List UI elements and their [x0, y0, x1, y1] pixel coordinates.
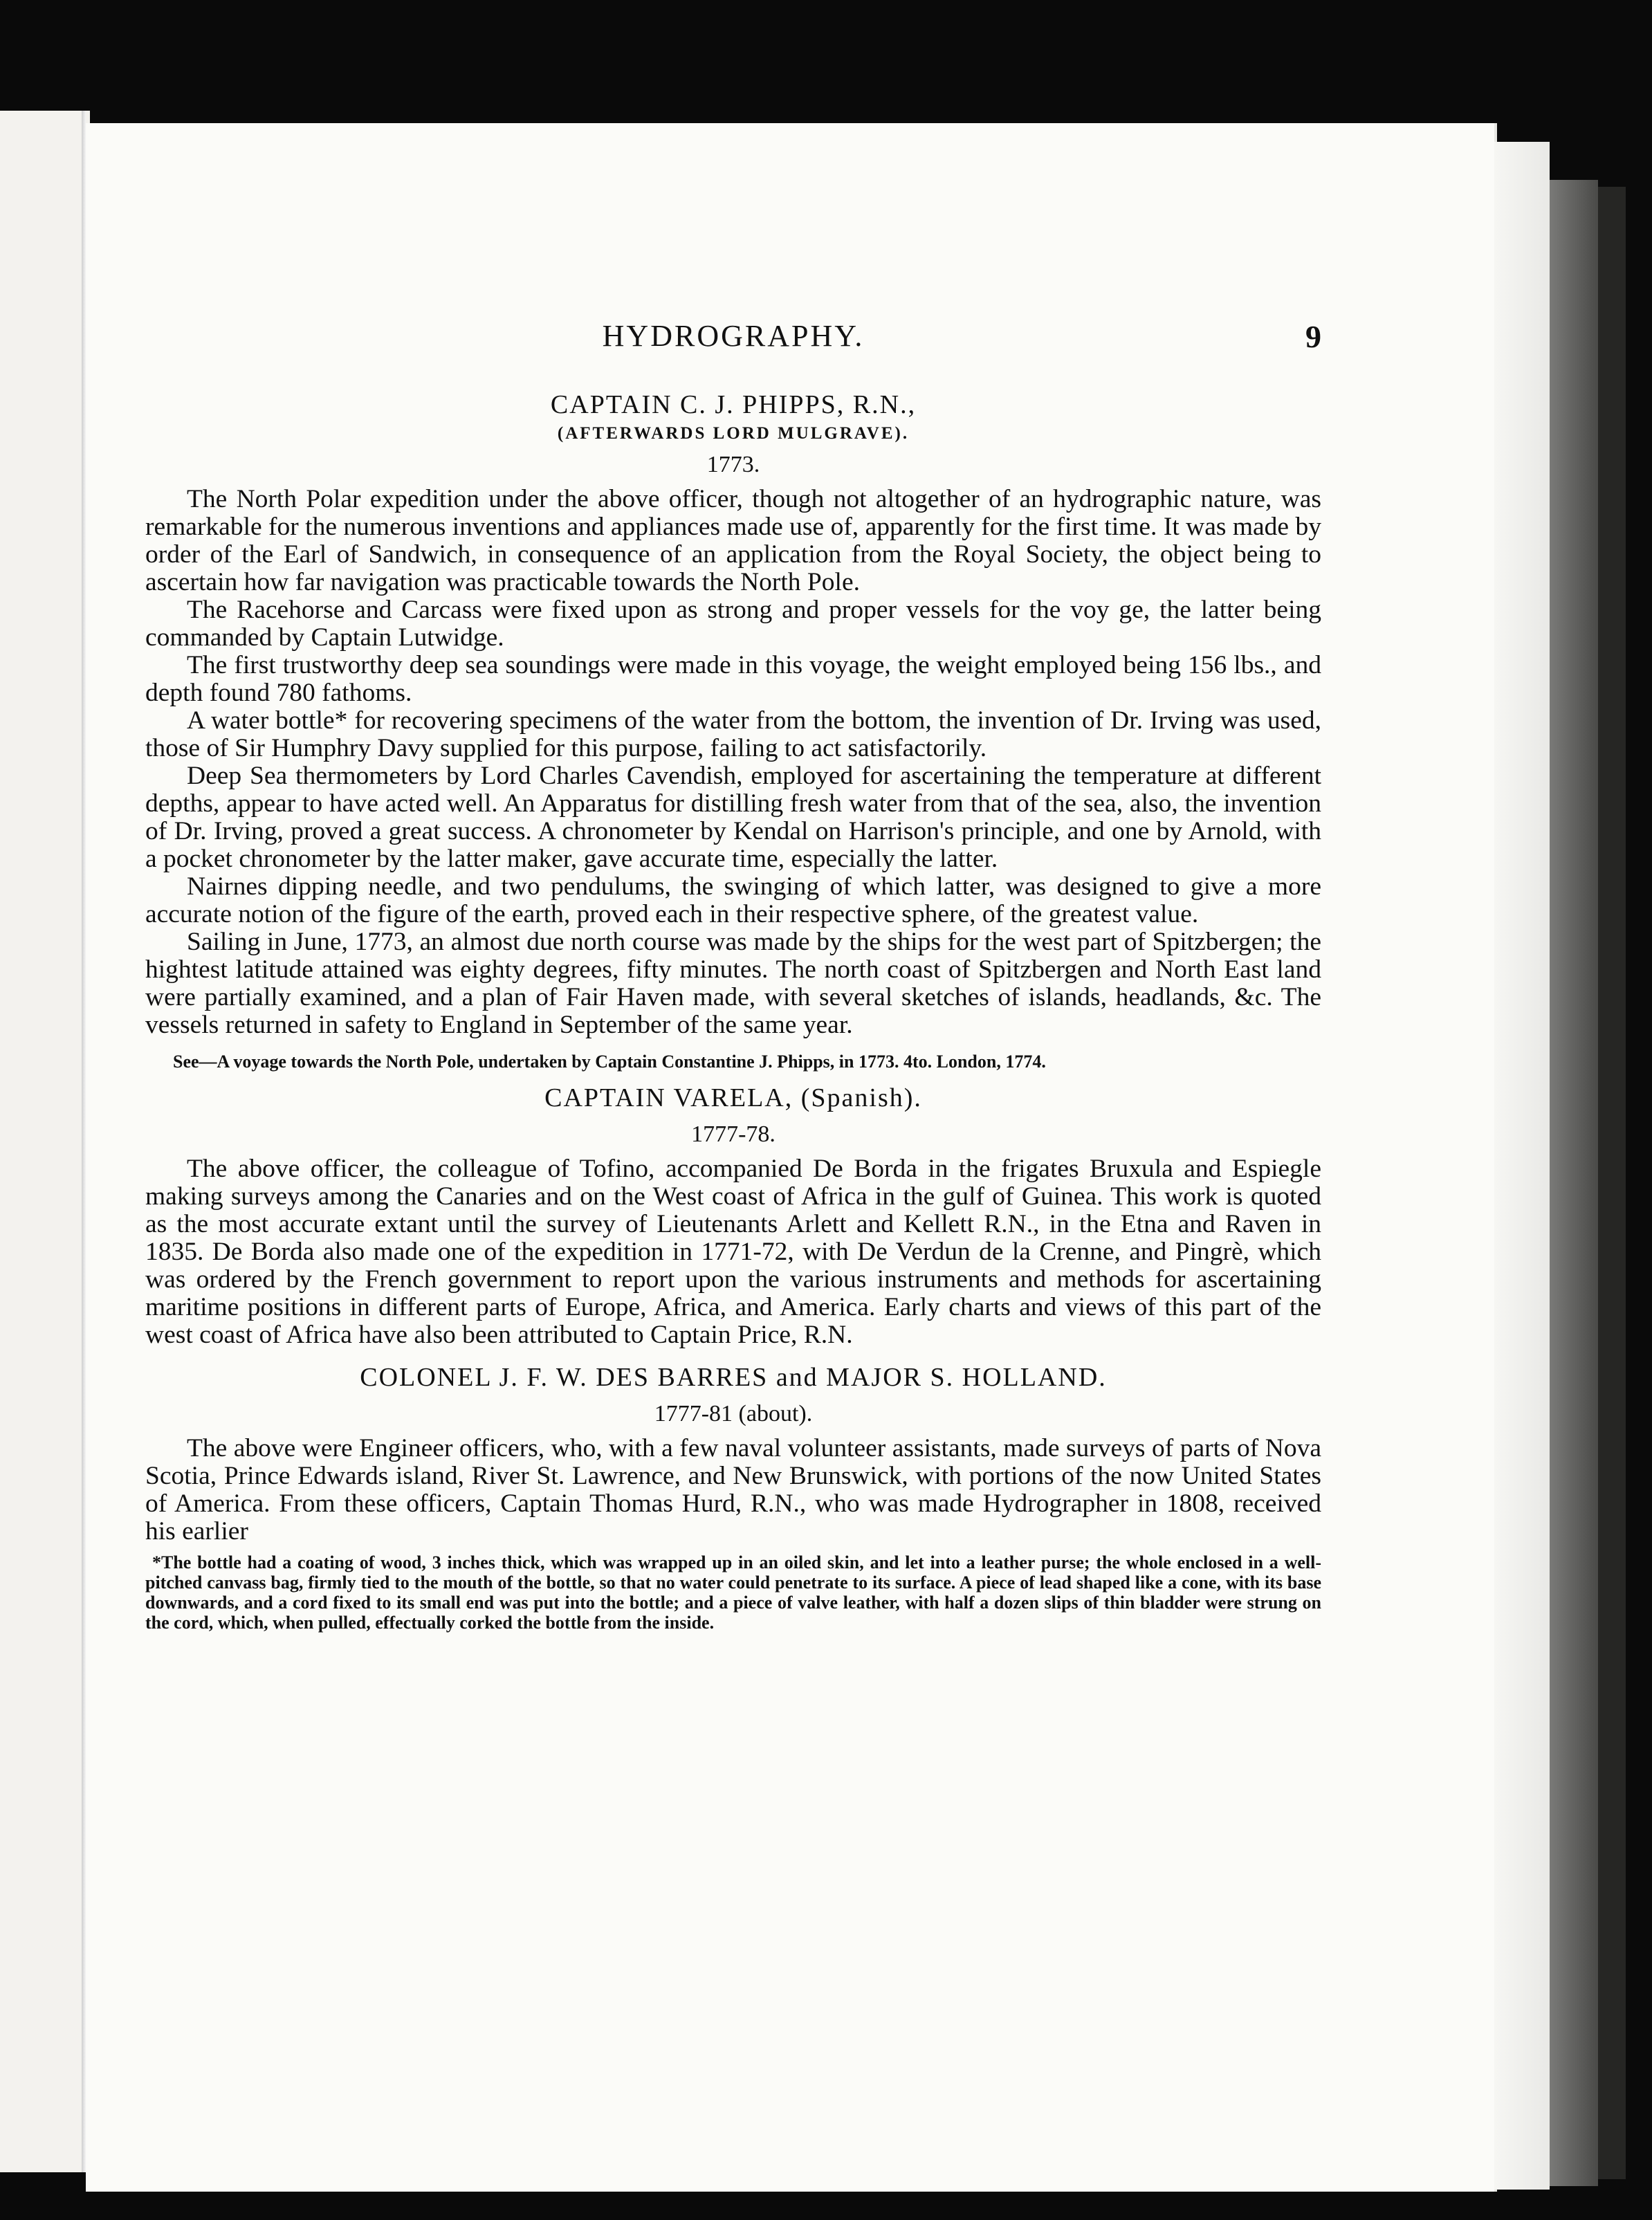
footnote: *The bottle had a coating of wood, 3 inches thick, which was wrapped up in an oiled skin, and let into a leather purse; the whole enclosed in a well-pitched canvass bag, firmly tied to the mouth of the bottle, so that no water could penetrate to its surface. A piece of lead shaped like a cone, with its base downwards, and a cord fixed to its small end was put into the bottle; and a piece of valve leather, with half a dozen slips of thin bladder were strung on the cord, which, when pulled, effectually corked the bottle from the inside. — [145, 1552, 1321, 1633]
paragraph: Sailing in June, 1773, an almost due north course was made by the ships for the west part of Spitzbergen; the hightest latitude attained was eighty degrees, fifty minutes. The north coast of Spitzbergen and North East land were partially examined, and a plan of Fair Haven made, with several sketches of islands, headlands, &c. The vessels returned in safety to England in September of the same year. — [145, 928, 1321, 1039]
book-cover-edge — [1550, 180, 1598, 2186]
section-heading: CAPTAIN C. J. PHIPPS, R.N., — [550, 390, 917, 419]
paragraph: The Racehorse and Carcass were fixed upon as strong and proper vessels for the voy ge, the latter being commanded by Captain Lutwidge. — [145, 596, 1321, 652]
paragraph: Deep Sea thermometers by Lord Charles Cavendish, employed for ascertaining the temperature at different depths, appear to have acted well. An Apparatus for distilling fresh water from that of the sea, also, the invention of Dr. Irving, proved a great success. A chronometer by Kendal on Harrison's principle, and one by Arnold, with a pocket chronometer by the latter maker, gave accurate time, especially the latter. — [145, 762, 1321, 873]
paragraph: The first trustworthy deep sea soundings were made in this voyage, the weight employed being 156 lbs., and depth found 780 fathoms. — [145, 651, 1321, 707]
paragraph: The North Polar expedition under the above officer, though not altogether of an hydrographic nature, was remarkable for the numerous inventions and appliances made use of, apparently for the first time. It was made by order of the Earl of Sandwich, in consequence of an application from the Royal Society, the object being to ascertain how far navigation was practicable towards the North Pole. — [145, 485, 1321, 596]
page-content — [145, 318, 1321, 1633]
section-subheading: (AFTERWARDS LORD MULGRAVE). — [557, 424, 910, 443]
paragraph: The above were Engineer officers, who, with a few naval volunteer assistants, made surveys of parts of Nova Scotia, Prince Edwards island, River St. Lawrence, and New Brunswick, with portions of the now United States of America. From these officers, Captain Thomas Hurd, R.N., who was made Hydrographer in 1808, received his earlier — [145, 1434, 1321, 1545]
page-stack-edge — [1494, 142, 1550, 2190]
section-phipps — [145, 387, 1321, 1072]
paragraph: The above officer, the colleague of Tofino, accompanied De Borda in the frigates Bruxula and Espiegle making surveys among the Canaries and on the West coast of Africa in the gulf of Guinea. This work is quoted as the most accurate extant until the survey of Lieutenants Arlett and Kellett R.N., in the Etna and Raven in 1835. De Borda also made one of the expedition in 1771-72, with De Verdun de la Crenne, and Pingrè, which was ordered by the French government to report upon the various instruments and methods for ascertaining maritime positions in different parts of Europe, Africa, and America. Early charts and views of this part of the west coast of Africa have also been attributed to Captain Price, R.N. — [145, 1155, 1321, 1349]
paragraph: A water bottle* for recovering specimens of the water from the bottom, the invention of Dr. Irving was used, those of Sir Humphry Davy supplied for this purpose, failing to act satisfactorily. — [145, 706, 1321, 762]
running-title: HYDROGRAPHY. — [602, 319, 865, 353]
section-year: 1777-78. — [691, 1121, 775, 1147]
running-head — [145, 318, 1321, 367]
section-des-barres — [145, 1360, 1321, 1545]
section-year: 1777-81 (about). — [654, 1401, 813, 1427]
section-heading: COLONEL J. F. W. DES BARRES and MAJOR S. HOLLAND. — [360, 1363, 1107, 1392]
reference-note: See—A voyage towards the North Pole, undertaken by Captain Constantine J. Phipps, in 1773. 4to. London, 1774. — [173, 1052, 1046, 1072]
book-spine-shadow — [1598, 187, 1626, 2179]
page-number: 9 — [1305, 319, 1321, 354]
paragraph: Nairnes dipping needle, and two pendulums, the swinging of which latter, was designed to give a more accurate notion of the figure of the earth, proved each in their respective sphere, of the greatest value. — [145, 872, 1321, 928]
section-heading: CAPTAIN VARELA, (Spanish). — [544, 1083, 922, 1112]
facing-page-edge — [0, 111, 90, 2172]
section-year: 1773. — [706, 452, 760, 477]
section-varela — [145, 1081, 1321, 1349]
